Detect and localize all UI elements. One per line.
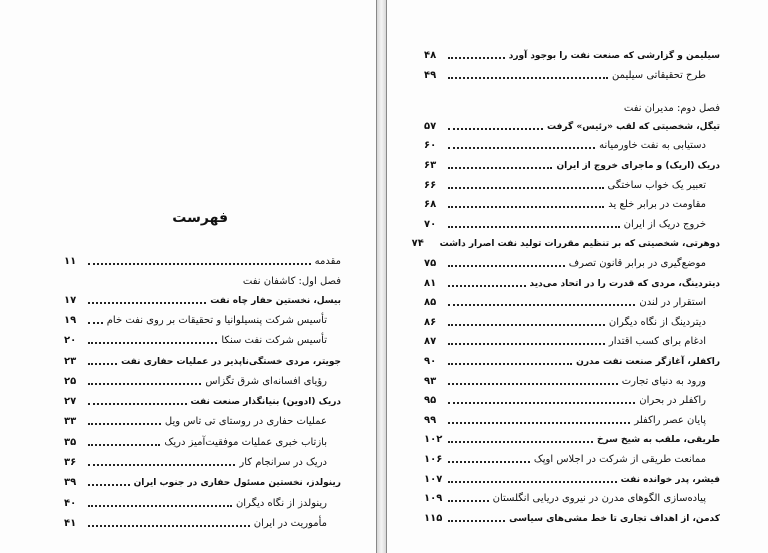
dot-leader [448, 167, 552, 169]
dot-leader [88, 403, 187, 405]
dot-leader [88, 363, 117, 365]
dot-leader [448, 422, 630, 424]
toc-entry-title: راکفلر، آغازگر صنعت نفت مدرن [576, 357, 720, 367]
toc-entry-page-number: ۶۶ [424, 179, 437, 191]
toc-entry-title: طرح تحقیقاتی سیلیمن [612, 69, 706, 81]
toc-entry [424, 62, 720, 82]
left-page [0, 0, 377, 553]
toc-entry-title: تعبیر یک خواب ساختگی [607, 179, 706, 191]
toc-entry-page-number: ۲۰ [64, 335, 77, 347]
dot-leader [448, 500, 489, 502]
toc-entry-page-number: ۸۵ [424, 297, 437, 309]
toc-entry-title: ادغام برای کسب اقتدار [608, 336, 706, 348]
dot-leader [88, 464, 235, 466]
toc-entry-page-number: ۷۰ [424, 218, 437, 230]
toc-entry-title: پیاده‌سازی الگوهای مدرن در نیروی دریایی انگلستان [492, 493, 706, 505]
toc-entry-page-number: ۴۰ [64, 497, 77, 509]
toc-entry-page-number: ۹۵ [424, 395, 437, 407]
toc-entry-page-number: ۱۰۹ [424, 493, 443, 505]
toc-entry [424, 113, 720, 133]
dot-leader [448, 481, 617, 483]
toc-entry-title: موضع‌گیری در برابر قانون تصرف [568, 258, 706, 269]
toc-entry-title: رؤیای افسانه‌ای شرق تگزاس [205, 375, 327, 387]
toc-entry [424, 505, 720, 525]
toc-entry-title: دستیابی به نفت خاورمیانه [599, 140, 706, 152]
dot-leader [448, 226, 620, 228]
toc-entry-title: دریک (اریک) و ماجرای خروج از ایران [556, 161, 720, 171]
toc-entry [64, 388, 341, 408]
toc-entry-page-number: ۱۰۲ [424, 434, 443, 446]
toc-entry-page-number: ۵۷ [424, 120, 437, 132]
toc-entry [64, 490, 341, 510]
toc-entry-page-number: ۱۰۶ [424, 454, 443, 465]
toc-entry [64, 287, 341, 307]
toc-entry [424, 348, 720, 368]
dot-leader [448, 77, 608, 79]
dot-leader [448, 128, 543, 130]
toc-entry-title: بیسل، نخستین حفار چاه نفت [210, 295, 341, 306]
dot-leader [88, 322, 103, 324]
toc-entry-page-number: ۸۱ [424, 277, 437, 289]
toc-entry [424, 250, 720, 270]
chapter-heading [64, 268, 341, 288]
dot-leader [448, 520, 505, 522]
toc-entry-page-number: ۱۰۷ [424, 473, 443, 485]
toc-entry-title: تأسیس شرکت پنسیلوانیا و تحقیقات بر روی نفت خام [106, 314, 327, 326]
toc-entry [64, 429, 341, 449]
toc-entry-page-number: ۹۹ [424, 414, 437, 426]
toc-entry-page-number: ۱۹ [64, 314, 77, 326]
toc-entry-title: رینولدز، نخستین مسئول حفاری در جنوب ایران [133, 478, 341, 489]
toc-entry-title: پایان عصر راکفلر [634, 414, 706, 426]
toc-entry [424, 309, 720, 329]
dot-leader [448, 187, 604, 189]
toc-entry-title: دیتردینگ از نگاه دیگران [608, 316, 706, 328]
toc-entry-title: فیشر، پدر خوانده نفت [620, 474, 720, 485]
toc-entry-page-number: ۹۳ [424, 375, 437, 387]
toc-entry-page-number: ۲۵ [64, 375, 77, 387]
toc-entry-page-number: ۷۴ [411, 238, 424, 250]
dot-leader [448, 265, 565, 267]
toc-entry-page-number: ۱۱۵ [424, 512, 443, 524]
toc-entry [424, 426, 720, 446]
toc-entry-title: تأسیس شرکت نفت سنکا [221, 335, 327, 347]
toc-entry-page-number: ۸۶ [424, 316, 437, 328]
toc-entry-page-number: ۸۷ [424, 336, 437, 348]
toc-entry-page-number: ۹۰ [424, 356, 437, 367]
dot-leader [448, 304, 635, 306]
toc-entry [424, 42, 720, 62]
toc-entry [424, 407, 720, 427]
toc-entry-title: سیلیمن و گزارشی که صنعت نفت را بوجود آورد [508, 51, 720, 61]
toc-entry [64, 510, 341, 530]
toc-entry-title: خروج دریک از ایران [623, 218, 706, 230]
toc-entry [424, 485, 720, 505]
toc-entry-title: فصل دوم: مدیران نفت [623, 103, 720, 115]
toc-entry-title: دیتردینگ، مردی که قدرت را در اتحاد می‌دید [529, 278, 720, 289]
toc-entry-page-number: ۷۵ [424, 258, 437, 269]
toc-entry [64, 408, 341, 428]
dot-leader [448, 57, 505, 59]
toc-entry-page-number: ۳۵ [64, 436, 77, 448]
dot-leader [448, 383, 618, 385]
toc-entry-page-number: ۲۷ [64, 396, 77, 408]
toc-title: فهرست [172, 210, 228, 226]
toc-entry-title: ورود به دنیای تجارت [621, 375, 706, 387]
toc-entry-page-number: ۳۹ [64, 477, 77, 489]
toc-entry-page-number: ۱۷ [64, 294, 77, 306]
toc-entry-title: طریقی، ملقب به شیخ سرخ [596, 435, 720, 446]
toc-entry [424, 446, 720, 466]
toc-entry [424, 132, 720, 152]
dot-leader [448, 441, 593, 443]
toc-entry [424, 387, 720, 407]
toc-entry-page-number: ۳۶ [64, 457, 77, 468]
toc-entry-page-number: ۶۰ [424, 140, 437, 152]
toc-entry [64, 307, 341, 327]
toc-entry [64, 469, 341, 489]
toc-entry-title: تیگل، شخصیتی که لقب «رئیس» گرفت [547, 121, 720, 132]
toc-entry [424, 152, 720, 172]
toc-entry-page-number: ۱۱ [64, 256, 77, 267]
toc-entry [424, 270, 720, 290]
toc-entry-title: رینولدز از نگاه دیگران [235, 497, 327, 509]
toc-entry [64, 368, 341, 388]
dot-leader [88, 525, 250, 527]
toc-entry [424, 211, 720, 231]
dot-leader [448, 461, 530, 463]
dot-leader [448, 147, 595, 149]
dot-leader [88, 444, 160, 446]
toc-entry [424, 328, 720, 348]
dot-leader [88, 342, 217, 344]
dot-leader [88, 423, 161, 425]
dot-leader [448, 206, 604, 208]
right-page [386, 0, 768, 553]
toc-entry-title: جویتر، مردی خستگی‌ناپذیر در عملیات حفاری نفت [121, 356, 341, 367]
toc-entry-title: دریک (ادوین) بنیانگذار صنعت نفت [190, 397, 341, 408]
toc-entry-title: مقاومت در برابر خلع ید [608, 199, 706, 211]
toc-entry-page-number: ۴۱ [64, 517, 77, 529]
dot-leader [448, 285, 526, 287]
toc-entry [424, 191, 720, 211]
toc-entry [411, 230, 720, 250]
dot-leader [448, 363, 572, 365]
toc-entry-title: مأموریت در ایران [253, 517, 327, 529]
toc-entry-page-number: ۲۳ [64, 355, 77, 367]
toc-entry [64, 248, 341, 268]
toc-entry [64, 348, 341, 368]
toc-entry-title: دوهرتی، شخصیتی که بر تنظیم مقررات تولید نفت اصرار داشت [439, 239, 720, 250]
book-gutter [377, 0, 386, 553]
toc-entry [64, 449, 341, 469]
toc-entry-page-number: ۶۸ [424, 199, 437, 211]
toc-entry-title: استقرار در لندن [639, 297, 706, 309]
toc-entry [424, 368, 720, 388]
toc-entry-page-number: ۴۹ [424, 69, 437, 81]
toc-entry [64, 327, 341, 347]
toc-entry [424, 466, 720, 486]
toc-entry-title: بازتاب خبری عملیات موفقیت‌آمیز دریک [164, 436, 327, 448]
toc-entry-page-number: ۴۸ [424, 50, 437, 61]
dot-leader [88, 484, 130, 486]
toc-entry [424, 172, 720, 192]
toc-entry-page-number: ۶۳ [424, 160, 437, 171]
toc-entry-title: مقدمه [314, 256, 341, 267]
dot-leader [88, 263, 311, 265]
toc-entry-title: فصل اول: کاشفان نفت [242, 276, 341, 288]
toc-entry-title: دریک در سرانجام کار [239, 457, 327, 468]
toc-entry [424, 289, 720, 309]
dot-leader [88, 302, 206, 304]
dot-leader [88, 505, 232, 507]
toc-entry-title: ممانعت طریقی از شرکت در اجلاس اوپک [533, 454, 706, 465]
dot-leader [448, 343, 605, 345]
dot-leader [448, 402, 635, 404]
toc-entry-title: راکفلر در بحران [639, 395, 706, 407]
dot-leader [88, 383, 201, 385]
toc-entry-title: عملیات حفاری در روستای تی تاس ویل [164, 416, 327, 428]
dot-leader [448, 324, 605, 326]
toc-entry-page-number: ۳۳ [64, 416, 77, 428]
toc-entry-title: کدمن، از اهداف تجاری تا خط مشی‌های سیاسی [509, 513, 720, 524]
